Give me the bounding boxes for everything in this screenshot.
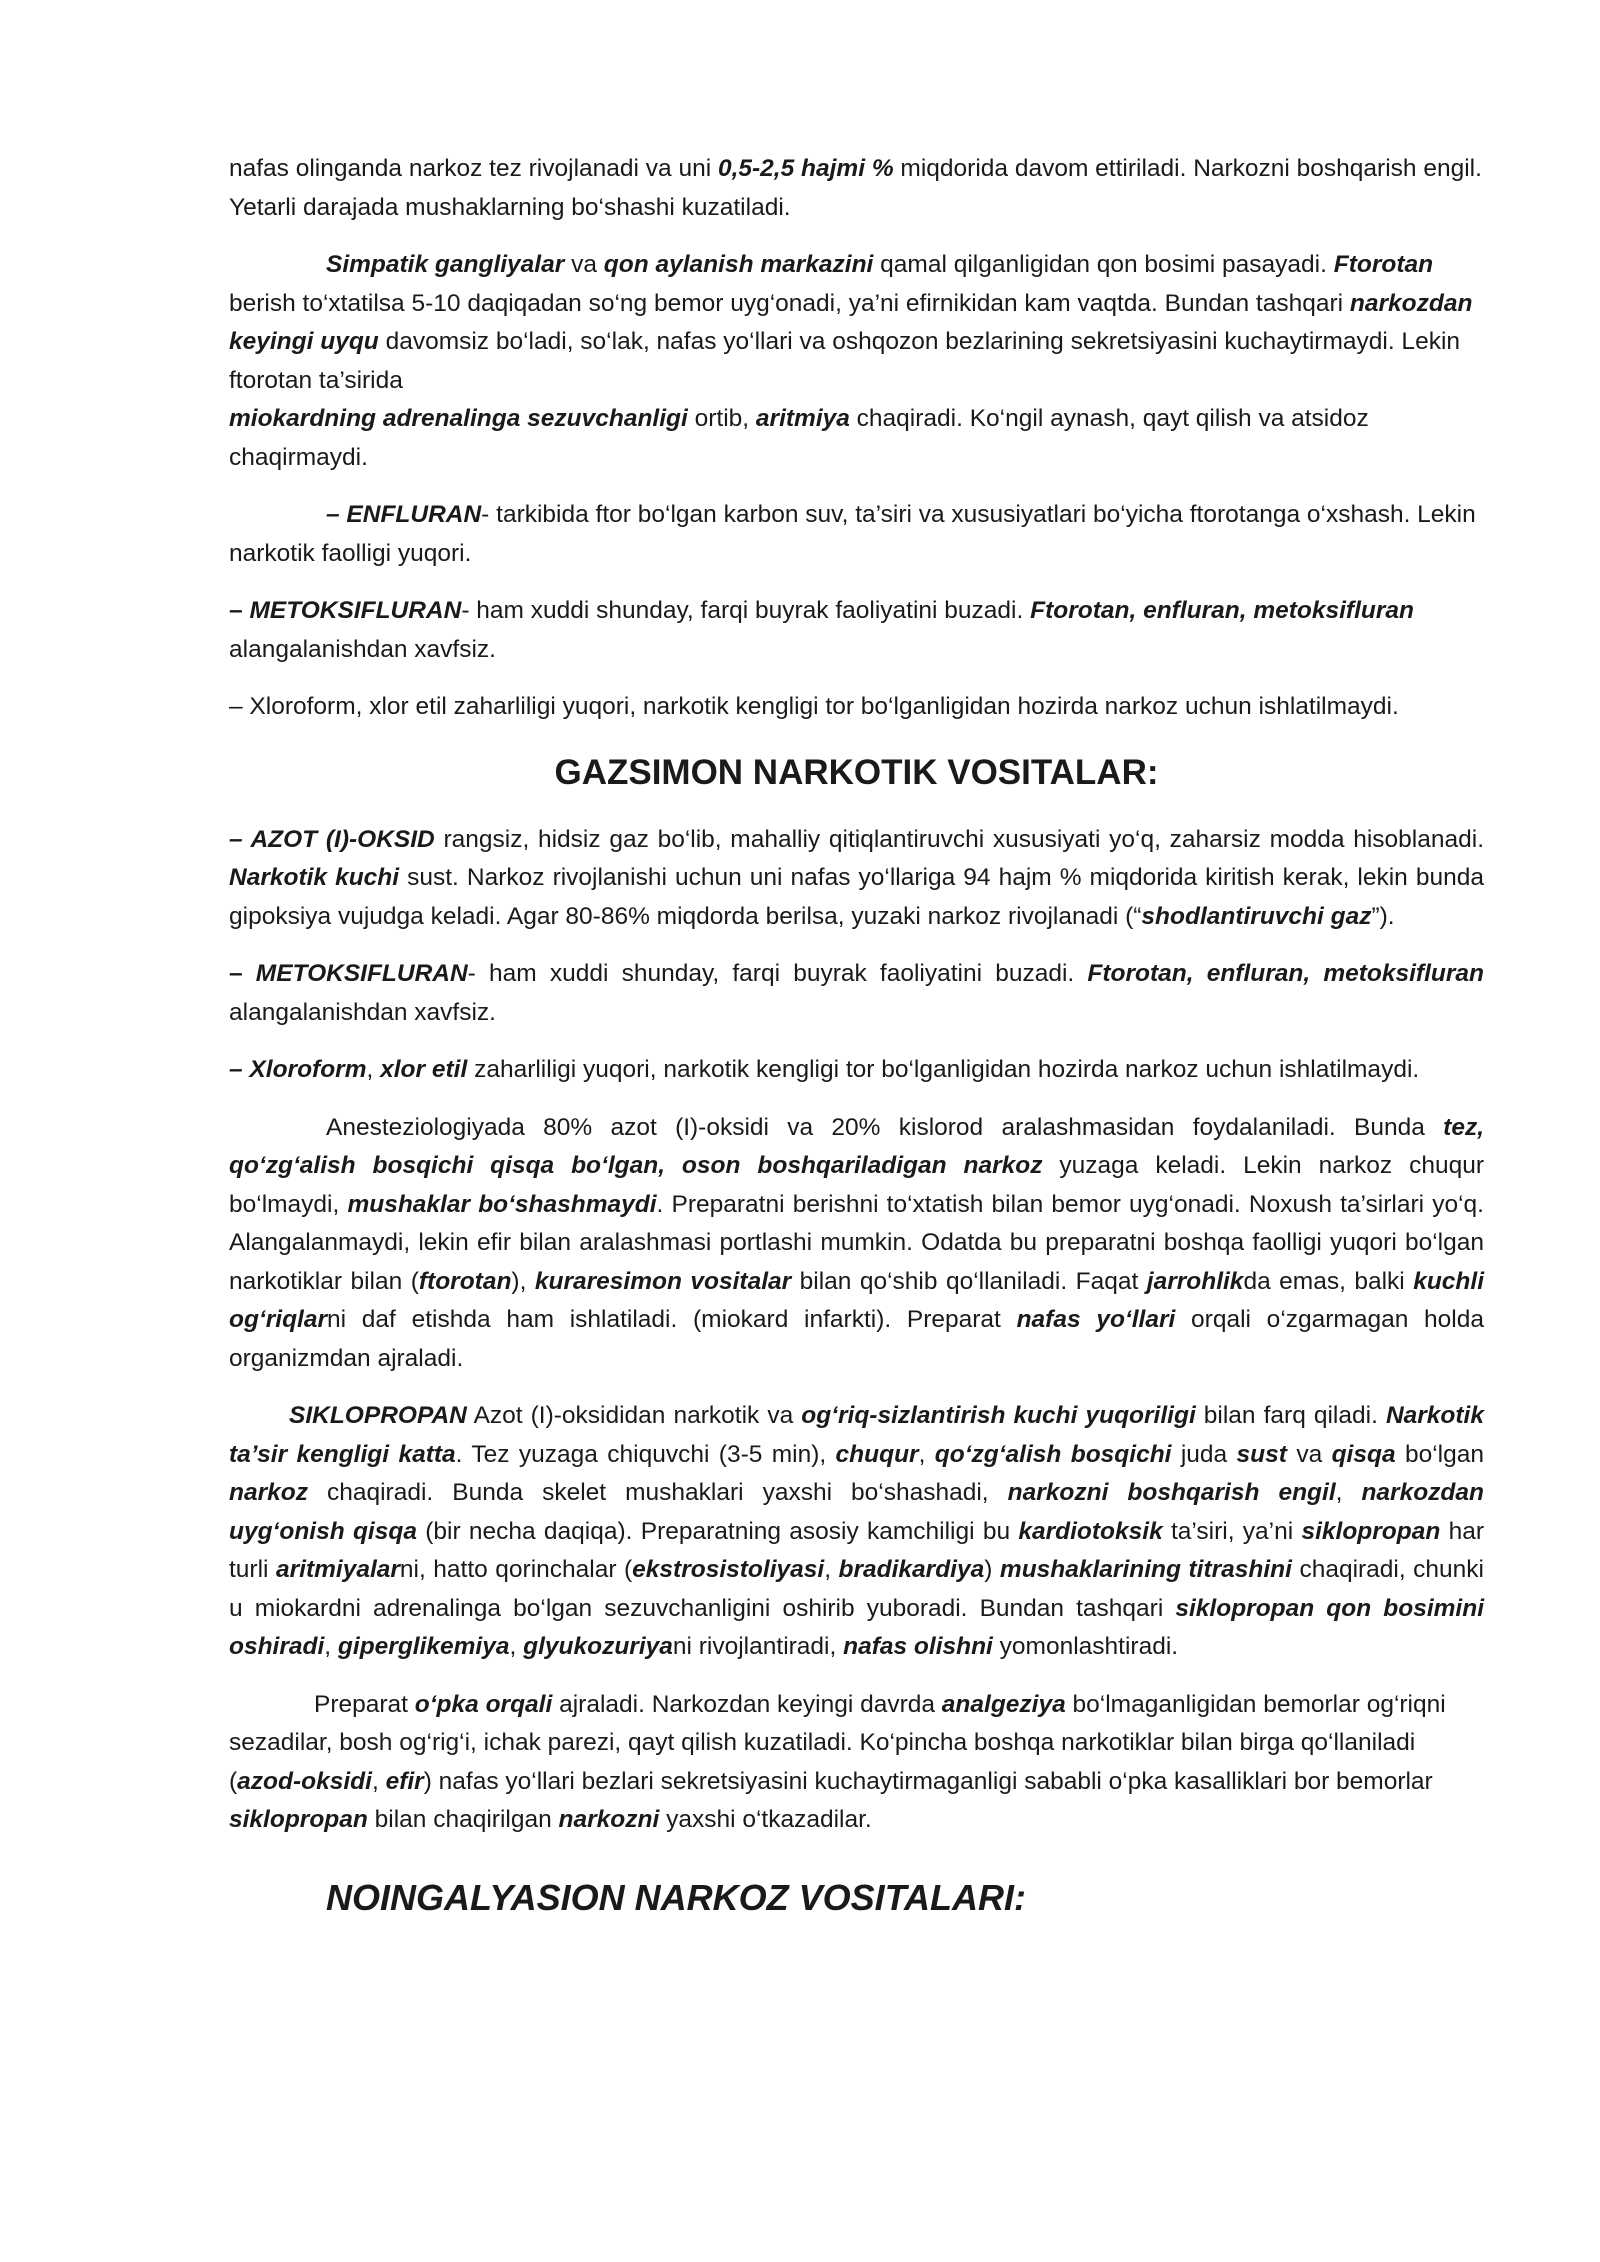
emphasis: – AZOT (I)-OKSID bbox=[229, 825, 435, 853]
text: ), bbox=[511, 1267, 535, 1295]
emphasis: xlor etil bbox=[380, 1056, 468, 1083]
emphasis: shodlantiruvchi gaz bbox=[1141, 902, 1372, 930]
emphasis: aritmiyalar bbox=[275, 1556, 400, 1583]
text: berish to‘xtatilsa 5-10 daqiqadan so‘ng bemor uyg‘onadi, ya’ni efirnikidan kam vaqtda. Bundan tashqari bbox=[229, 289, 1350, 317]
text: bo‘lgan bbox=[1395, 1440, 1484, 1468]
text: sust. Narkoz rivojlanishi uchun uni nafas yo‘llariga 94 hajm % miqdorida kiritish kerak, lekin bunda gipoksiya vujudga keladi. Agar 80-86% miqdorda berilsa, yuzaki narkoz rivojlanadi (“ bbox=[229, 864, 1484, 930]
text: , bbox=[824, 1556, 839, 1583]
text: Anesteziologiyada 80% azot (I)-oksidi va 20% kislorod aralashmasidan foydalaniladi. Bunda bbox=[326, 1113, 1444, 1141]
text: ta’siri, ya’ni bbox=[1162, 1517, 1302, 1545]
text: qamal qilganligidan qon bosimi pasayadi. bbox=[873, 251, 1334, 278]
emphasis: nafas olishni bbox=[843, 1633, 993, 1660]
emphasis: jarrohlik bbox=[1146, 1267, 1244, 1295]
text: chaqiradi. Ko‘ngil aynash, qayt qilish va atsidoz chaqirmaydi. bbox=[229, 405, 1369, 471]
text: Preparat bbox=[314, 1690, 415, 1718]
paragraph-3 bbox=[229, 496, 1484, 573]
text: - ham xuddi shunday, farqi buyrak faoliyatini buzadi. bbox=[467, 960, 1088, 987]
emphasis: bradikardiya bbox=[838, 1556, 985, 1583]
paragraph-6 bbox=[229, 821, 1484, 937]
paragraph-8 bbox=[229, 1051, 1484, 1090]
dash: – bbox=[229, 597, 250, 624]
emphasis: Ftorotan, enfluran, metoksifluran bbox=[1030, 597, 1414, 624]
text: miqdorida davom ettiriladi. Narkozni boshqarish engil. Yetarli darajada mushaklarning bo‘shashi kuzatiladi. bbox=[229, 155, 1482, 221]
text: bilan chaqirilgan bbox=[367, 1806, 559, 1833]
emphasis: narkozdan uyg‘onish qisqa bbox=[229, 1479, 1484, 1545]
emphasis: SIKLOPROPAN bbox=[289, 1402, 467, 1429]
emphasis: – Xloroform bbox=[229, 1056, 367, 1083]
text: ni rivojlantiradi, bbox=[672, 1633, 844, 1660]
paragraph-10 bbox=[229, 1397, 1484, 1667]
emphasis: Narkotik kuchi bbox=[229, 864, 400, 891]
text: . Preparatni berishni to‘xtatish bilan bemor uyg‘onadi. Noxush ta’sirlari yo‘q. Alangalanmaydi, lekin efir bilan aralashmasi portlashi mumkin. Odatda bu preparatni boshqa faolligi yuqori bo‘lgan narkotiklar bilan ( bbox=[229, 1190, 1484, 1295]
text: bilan qo‘shib qo‘llaniladi. Faqat bbox=[791, 1267, 1147, 1295]
text: , bbox=[1335, 1479, 1362, 1506]
text: , bbox=[918, 1440, 935, 1468]
emphasis: efir bbox=[385, 1767, 424, 1795]
text: juda bbox=[1171, 1440, 1237, 1468]
paragraph-9 bbox=[229, 1109, 1484, 1379]
text: ) nafas yo‘llari bezlari sekretsiyasini kuchaytirmaganligi sababli o‘pka kasalliklari bor bemorlar bbox=[423, 1767, 1433, 1795]
emphasis: siklopropan bbox=[229, 1806, 368, 1833]
paragraph-4 bbox=[229, 592, 1484, 669]
emphasis: narkozni bbox=[558, 1806, 660, 1833]
emphasis: METOKSIFLURAN bbox=[255, 960, 468, 987]
emphasis: siklopropan qon bosimini oshiradi bbox=[229, 1594, 1484, 1660]
emphasis: kardiotoksik bbox=[1018, 1517, 1163, 1545]
paragraph-2 bbox=[229, 246, 1484, 477]
emphasis: Simpatik gangliyalar bbox=[326, 251, 565, 278]
emphasis: mushaklarining titrashini bbox=[999, 1556, 1292, 1583]
text: davomsiz bo‘ladi, so‘lak, nafas yo‘llari va oshqozon bezlarining sekretsiyasini kuchaytirmaydi. Lekin ftorotan ta’sirida bbox=[229, 328, 1461, 394]
emphasis: glyukozuriya bbox=[523, 1633, 673, 1660]
emphasis: Narkotik ta’sir kengligi katta bbox=[229, 1402, 1484, 1468]
text: va bbox=[1286, 1440, 1332, 1468]
text: bilan farq qiladi. bbox=[1195, 1402, 1386, 1429]
emphasis: giperglikemiya bbox=[337, 1633, 510, 1660]
text: ortib, bbox=[687, 405, 756, 432]
text: zaharliligi yuqori, narkotik kengligi tor bo‘lganligidan hozirda narkoz uchun ishlatilmaydi. bbox=[467, 1056, 1420, 1083]
emphasis: nafas yo‘llari bbox=[1016, 1306, 1176, 1333]
emphasis: mushaklar bo‘shashmaydi bbox=[347, 1190, 657, 1218]
emphasis: siklopropan bbox=[1301, 1517, 1441, 1545]
text: - tarkibida ftor bo‘lgan karbon suv, ta’siri va xususiyatlari bo‘yicha ftorotanga o‘xshash. Lekin narkotik faolligi yuqori. bbox=[229, 501, 1476, 567]
text: nafas olinganda narkoz tez rivojlanadi va uni bbox=[229, 155, 718, 182]
paragraph-5 bbox=[229, 688, 1484, 727]
emphasis: miokardning adrenalinga sezuvchanligi bbox=[229, 405, 688, 432]
text: , bbox=[324, 1633, 338, 1660]
emphasis: chuqur bbox=[835, 1440, 919, 1468]
text: - ham xuddi shunday, farqi buyrak faoliyatini buzadi. bbox=[461, 597, 1031, 624]
section-heading: GAZSIMON NARKOTIK VOSITALAR: bbox=[554, 752, 1159, 792]
emphasis: qo‘zg‘alish bosqichi bbox=[934, 1440, 1172, 1468]
text: ”). bbox=[1371, 902, 1395, 930]
text: alangalanishdan xavfsiz. bbox=[229, 635, 496, 663]
paragraph-7 bbox=[229, 955, 1484, 1032]
emphasis: kuraresimon vositalar bbox=[534, 1267, 792, 1295]
emphasis: kuchli og‘riqlar bbox=[229, 1267, 1484, 1333]
text: , bbox=[371, 1767, 386, 1795]
text: (bir necha daqiqa). Preparatning asosiy kamchiligi bu bbox=[416, 1517, 1019, 1545]
text: da emas, balki bbox=[1243, 1267, 1414, 1295]
emphasis: Ftorotan, enfluran, metoksifluran bbox=[1087, 960, 1484, 987]
emphasis: sust bbox=[1236, 1440, 1287, 1468]
section-heading: NOINGALYASION NARKOZ VOSITALARI: bbox=[326, 1876, 1026, 1918]
text: – Xloroform, xlor etil zaharliligi yuqori, narkotik kengligi tor bo‘lganligidan hozirda narkoz uchun ishlatilmaydi. bbox=[229, 693, 1399, 720]
text: Azot (I)-oksididan narkotik va bbox=[466, 1402, 802, 1429]
text: bo‘lmaganligidan bemorlar og‘riqni sezadilar, bosh og‘rig‘i, ichak parezi, qayt qilish kuzatiladi. Ko‘pincha boshqa narkotiklar bilan birga qo‘llaniladi ( bbox=[229, 1690, 1446, 1795]
text: yaxshi o‘tkazadilar. bbox=[659, 1806, 872, 1833]
text: rangsiz, hidsiz gaz bo‘lib, mahalliy qitiqlantiruvchi xususiyati yo‘q, zaharsiz modda hisoblanadi. bbox=[434, 825, 1484, 853]
text: har turli bbox=[229, 1517, 1485, 1583]
text: ni daf etishda ham ishlatiladi. (miokard infarkti). Preparat bbox=[327, 1306, 1017, 1333]
text: ajraladi. Narkozdan keyingi davrda bbox=[552, 1690, 942, 1718]
emphasis: aritmiya bbox=[755, 405, 850, 432]
emphasis: og‘riq-sizlantirish kuchi yuqoriligi bbox=[801, 1402, 1196, 1429]
emphasis: – ENFLURAN bbox=[326, 501, 482, 528]
dash: – bbox=[229, 960, 256, 987]
text: yomonlashtiradi. bbox=[992, 1633, 1179, 1660]
emphasis: qon aylanish markazini bbox=[603, 251, 874, 278]
text: chaqiradi, chunki u miokardni adrenalinga bo‘lgan sezuvchanligini oshirib yuboradi. Bundan tashqari bbox=[229, 1556, 1484, 1622]
document-page bbox=[229, 150, 1484, 1922]
text: , bbox=[366, 1056, 381, 1083]
paragraph-11 bbox=[229, 1686, 1484, 1840]
text: va bbox=[564, 251, 604, 278]
emphasis: METOKSIFLURAN bbox=[249, 597, 462, 624]
emphasis: azod-oksidi bbox=[237, 1767, 372, 1795]
text: alangalanishdan xavfsiz. bbox=[229, 998, 496, 1026]
text: ) bbox=[984, 1556, 1000, 1583]
emphasis: narkoz bbox=[229, 1479, 308, 1506]
emphasis: Ftorotan bbox=[1333, 251, 1434, 278]
emphasis: narkozni boshqarish engil bbox=[1007, 1479, 1336, 1506]
text: . Tez yuzaga chiquvchi (3-5 min), bbox=[455, 1440, 836, 1468]
emphasis: qisqa bbox=[1331, 1440, 1396, 1468]
emphasis: narkozdan keyingi uyqu bbox=[229, 289, 1473, 355]
emphasis: analgeziya bbox=[941, 1690, 1066, 1718]
text: , bbox=[509, 1633, 524, 1660]
text: chaqiradi. Bunda skelet mushaklari yaxshi bo‘shashadi, bbox=[307, 1479, 1008, 1506]
emphasis: ekstrosistoliyasi bbox=[632, 1556, 825, 1583]
paragraph-1 bbox=[229, 150, 1484, 227]
emphasis: ftorotan bbox=[418, 1267, 512, 1295]
text: yuzaga keladi. Lekin narkoz chuqur bo‘lmaydi, bbox=[229, 1152, 1484, 1218]
text: orqali o‘zgarmagan holda organizmdan ajraladi. bbox=[229, 1306, 1484, 1372]
emphasis: 0,5-2,5 hajmi % bbox=[717, 155, 894, 182]
emphasis: tez, qo‘zg‘alish bosqichi qisqa bo‘lgan, oson boshqariladigan narkoz bbox=[229, 1113, 1484, 1179]
emphasis: o‘pka orqali bbox=[414, 1690, 553, 1718]
text: ni, hatto qorinchalar ( bbox=[399, 1556, 633, 1583]
